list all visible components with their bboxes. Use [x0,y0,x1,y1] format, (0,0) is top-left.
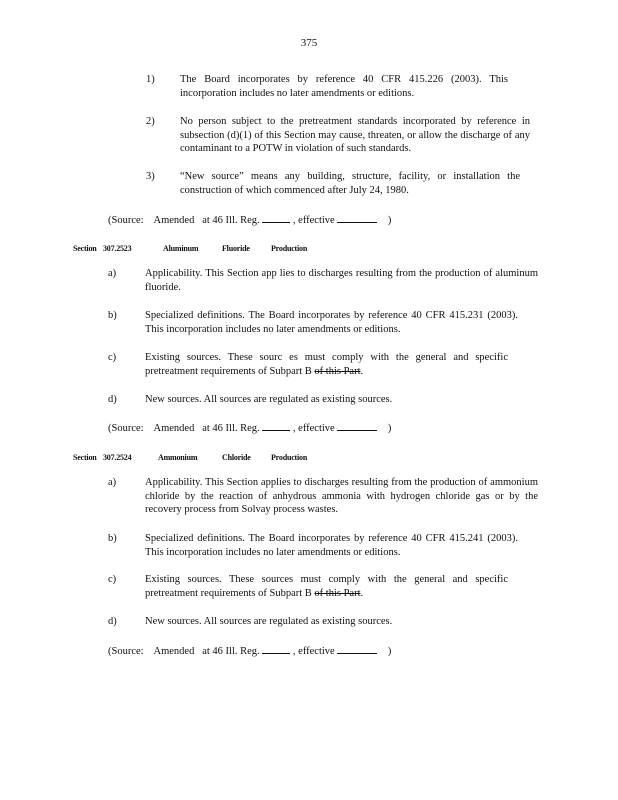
item-text: The Board incorporates by reference 40 CFR 415.226 (2003). This incorporation includes no later amendments or editions. [180,74,508,99]
item-number: d) [108,394,117,405]
source-effective: , effective [292,215,335,226]
item-text: New sources. All sources are regulated as existing sources. [145,394,393,405]
source-prefix: (Source: [108,215,144,226]
source-amended: Amended [153,215,195,226]
section-label: Section [73,244,97,253]
source-amended: Amended [153,646,195,657]
source-amended: Amended [153,423,195,434]
item-text: Applicability. This Section applies to discharges resulting from the production of ammonium chloride by the reaction of anhydrous ammonia with hydrogen chloride gas or by the recovery process from Solvay process wastes. [145,477,538,515]
effective-blank [337,212,377,223]
reg-blank [262,420,290,431]
item-text-tail: . [360,365,364,377]
section-title-word: Fluoride [222,244,250,253]
section-title-word: Production [271,244,308,253]
struck-text: of this Part [314,365,361,377]
source-reg: at 46 Ill. Reg. [202,215,260,226]
item-text: Existing sources. These sources must comply with the general and specific pretreatment requirements of Subpart B [145,574,508,599]
effective-blank [337,643,377,654]
source-note [108,420,391,436]
section-title-word: Aluminum [163,244,199,253]
reg-blank [262,212,290,223]
item-number: b) [108,310,117,321]
source-effective: , effective [292,646,335,657]
item-text: “New source” means any building, structure, facility, or installation the construction of which commenced after July 24, 1980. [180,171,520,196]
section-title-word: Production [271,453,308,462]
item-number: a) [108,268,117,279]
source-close: ) [387,215,392,226]
item-text-block [145,351,508,378]
source-note [108,212,391,228]
item-text: Specialized definitions. The Board incorporates by reference 40 CFR 415.241 (2003). This incorporation includes no later amendments or editions. [145,533,518,558]
item-text-tail: . [360,587,364,599]
source-effective: , effective [292,423,335,434]
source-note [108,643,391,659]
page-number: 375 [300,37,318,49]
source-prefix: (Source: [108,646,144,657]
item-number: c) [108,574,117,585]
item-number: b) [108,533,117,544]
source-reg: at 46 Ill. Reg. [202,423,260,434]
section-label: Section [73,453,97,462]
item-number: 2) [146,116,155,127]
section-title-word: Ammonium [158,453,198,462]
item-text: Existing sources. These sourc es must comply with the general and specific pretreatment requirements of Subpart B [145,352,508,377]
item-number: c) [108,352,117,363]
effective-blank [337,420,377,431]
item-number: d) [108,616,117,627]
section-number: 307.2524 [103,453,132,462]
item-text: New sources. All sources are regulated as existing sources. [145,616,393,627]
item-text: Applicability. This Section app lies to discharges resulting from the production of aluminum fluoride. [145,268,538,293]
item-number: a) [108,477,117,488]
source-reg: at 46 Ill. Reg. [202,646,260,657]
source-prefix: (Source: [108,423,144,434]
struck-text: of this Part [314,587,361,599]
item-number: 1) [146,74,155,85]
item-text: No person subject to the pretreatment standards incorporated by reference in subsection (d)(1) of this Section may cause, threaten, or allow the discharge of any contaminant to a POTW in violation of such standards. [180,116,530,154]
section-number: 307.2523 [103,244,132,253]
item-number: 3) [146,171,155,182]
item-text: Specialized definitions. The Board incorporates by reference 40 CFR 415.231 (2003). This incorporation includes no later amendments or editions. [145,310,518,335]
source-close: ) [387,646,392,657]
reg-blank [262,643,290,654]
item-text-block [145,573,508,600]
source-close: ) [387,423,392,434]
section-title-word: Chloride [222,453,251,462]
